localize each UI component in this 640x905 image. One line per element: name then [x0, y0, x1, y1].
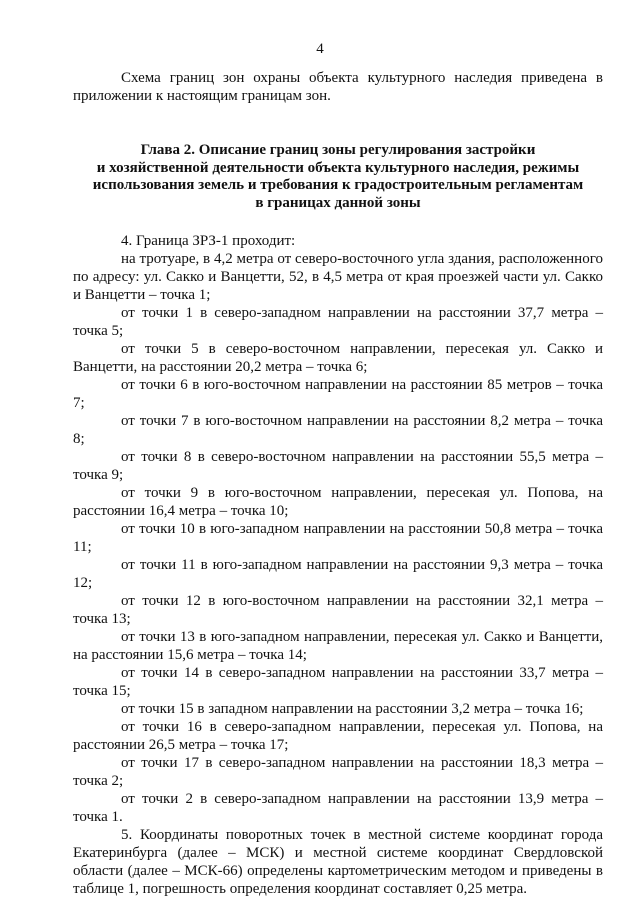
- boundary-item: на тротуаре, в 4,2 метра от северо-восточного угла здания, расположенного по адресу: ул. Сакко и Ванцетти, 52, в 4,5 метра от края проезжей части ул. Сакко и Ванцетти – точка 1;: [73, 251, 603, 303]
- boundary-item: от точки 2 в северо-западном направлении на расстоянии 13,9 метра – точка 1.: [73, 791, 603, 825]
- boundary-item: от точки 14 в северо-западном направлении на расстоянии 33,7 метра – точка 15;: [73, 665, 603, 699]
- boundary-item: от точки 17 в северо-западном направлении на расстоянии 18,3 метра – точка 2;: [73, 755, 603, 789]
- boundary-item: от точки 15 в западном направлении на расстоянии 3,2 метра – точка 16;: [121, 701, 584, 717]
- boundary-item: от точки 12 в юго-восточном направлении на расстоянии 32,1 метра – точка 13;: [73, 593, 603, 627]
- boundary-item: от точки 1 в северо-западном направлении на расстоянии 37,7 метра – точка 5;: [73, 305, 603, 339]
- heading-line: в границах данной зоны: [255, 194, 421, 211]
- intro-paragraph: Схема границ зон охраны объекта культурного наследия приведена в приложении к настоящим границам зон.: [73, 70, 603, 104]
- boundary-item: от точки 9 в юго-восточном направлении, пересекая ул. Попова, на расстоянии 16,4 метра – точка 10;: [73, 485, 603, 519]
- boundary-item: от точки 6 в юго-восточном направлении на расстоянии 85 метров – точка 7;: [73, 377, 603, 411]
- boundary-item: от точки 11 в юго-западном направлении на расстоянии 9,3 метра – точка 12;: [73, 557, 603, 591]
- heading-line: использования земель и требования к градостроительным регламентам: [92, 177, 584, 193]
- boundary-item: от точки 5 в северо-восточном направлении, пересекая ул. Сакко и Ванцетти, на расстоянии 20,2 метра – точка 6;: [73, 341, 603, 375]
- boundary-item: от точки 7 в юго-восточном направлении на расстоянии 8,2 метра – точка 8;: [73, 413, 603, 447]
- page-number: 4: [316, 41, 324, 57]
- boundary-list: [73, 250, 603, 826]
- boundary-item: от точки 8 в северо-восточном направлении на расстоянии 55,5 метра – точка 9;: [73, 449, 603, 483]
- heading-line: Глава 2. Описание границ зоны регулирования застройки: [140, 142, 536, 158]
- section-4-title: 4. Граница ЗРЗ-1 проходит:: [121, 233, 296, 249]
- heading-line: и хозяйственной деятельности объекта культурного наследия, режимы: [96, 159, 580, 176]
- chapter-heading: [73, 142, 603, 212]
- boundary-item: от точки 13 в юго-западном направлении, пересекая ул. Сакко и Ванцетти, на расстоянии 15,6 метра – точка 14;: [73, 629, 603, 663]
- page-content: [73, 69, 603, 898]
- boundary-item: от точки 10 в юго-западном направлении на расстоянии 50,8 метра – точка 11;: [73, 521, 603, 555]
- section-5-paragraph: 5. Координаты поворотных точек в местной системе координат города Екатеринбурга (далее – МСК) и местной системе координат Свердловской области (далее – МСК-66) определены картометрическим методом и приведены в таблице 1, погрешность определения координат составляет 0,25 метра.: [73, 827, 603, 897]
- boundary-item: от точки 16 в северо-западном направлении, пересекая ул. Попова, на расстоянии 26,5 метра – точка 17;: [73, 719, 603, 753]
